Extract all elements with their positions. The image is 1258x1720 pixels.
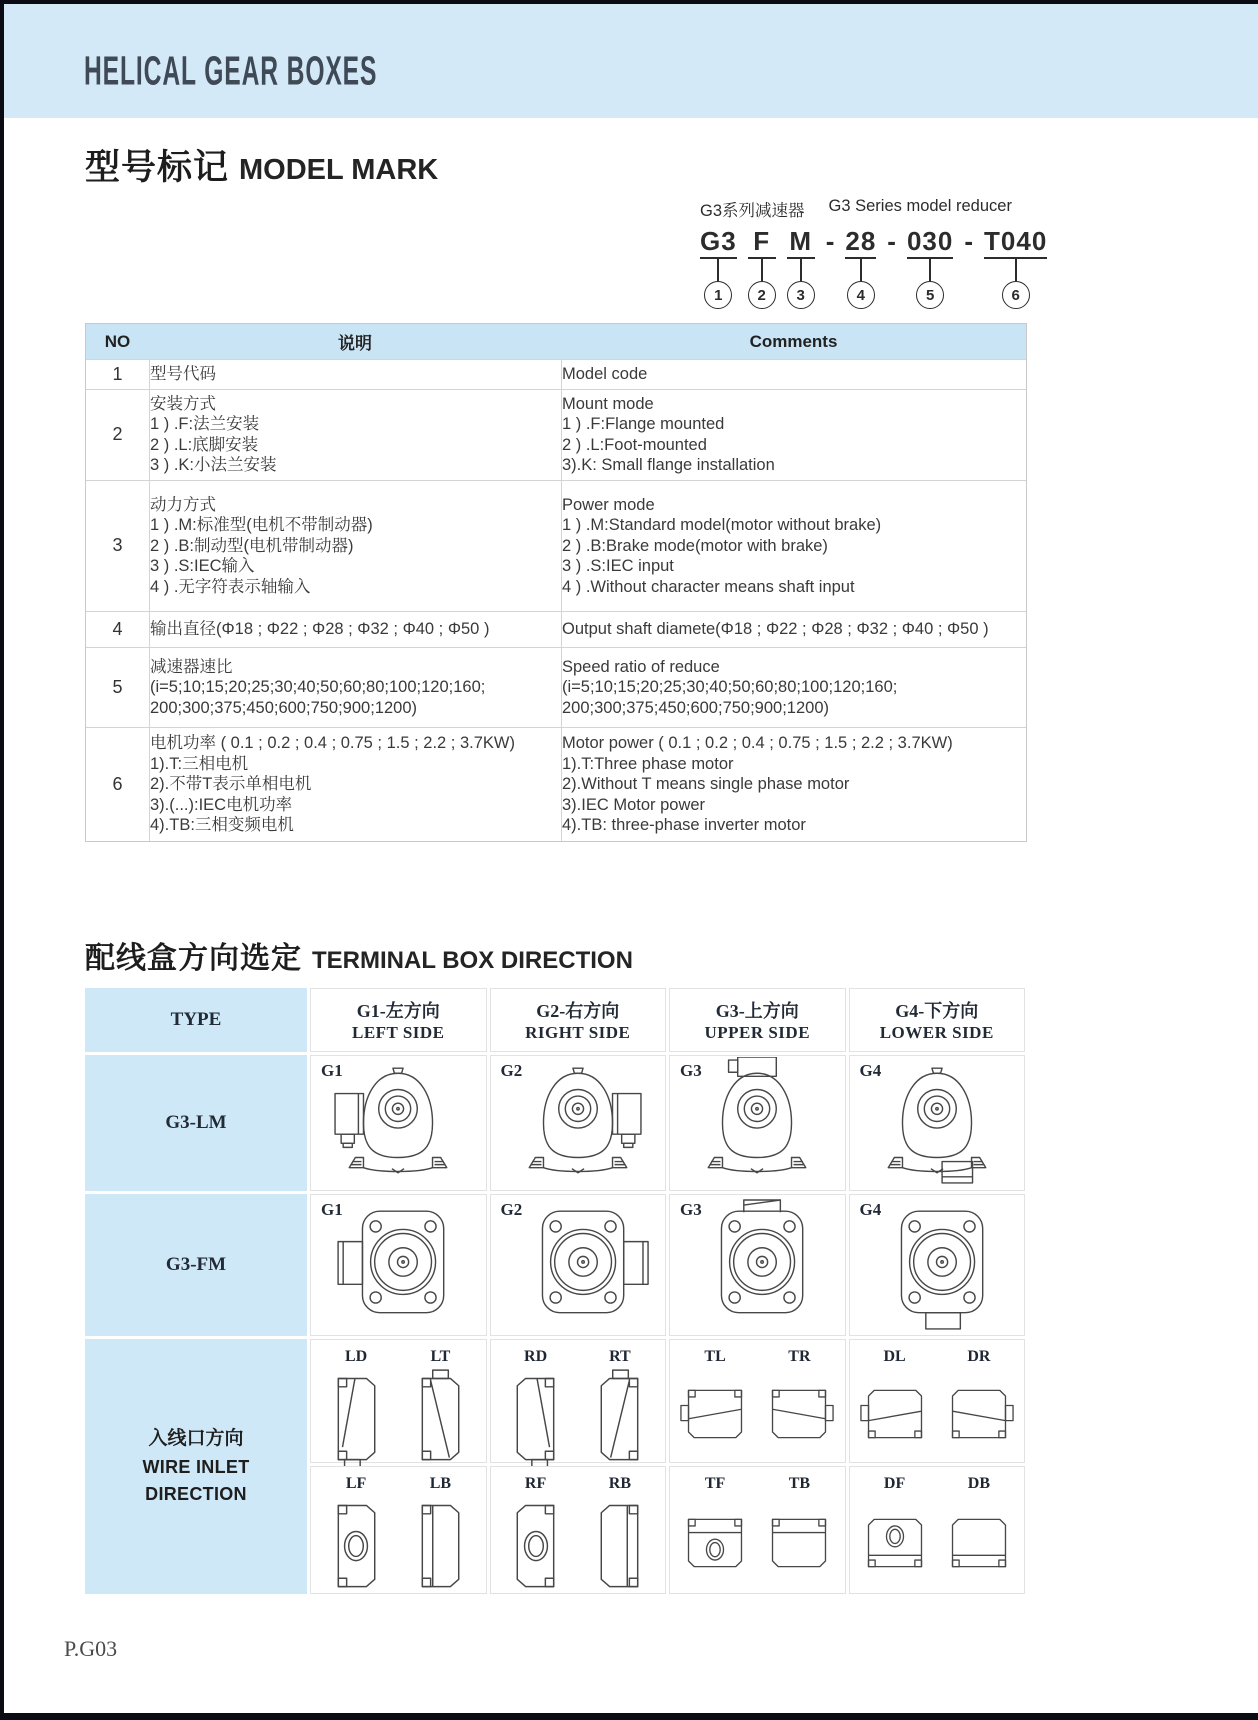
text-line: 型号代码	[150, 365, 216, 383]
wire-icon-label: LB	[429, 1475, 452, 1492]
wire-icon-label: DB	[967, 1475, 991, 1492]
terminal-section-title	[85, 933, 633, 977]
motor-diagram-lm-box-top	[670, 1056, 845, 1190]
spec-row-number: 1	[112, 363, 123, 384]
text-line: 4).TB: three-phase inverter motor	[562, 816, 806, 834]
code-segment-text: 28	[845, 226, 877, 256]
code-segment-number: 5	[916, 281, 944, 309]
text-line: (i=5;10;15;20;25;30;40;50;60;80;100;120;160;	[150, 678, 486, 696]
code-segment-text: -	[887, 226, 896, 256]
page-edge-left	[0, 0, 4, 1720]
wire-icon-group-RF	[496, 1475, 575, 1593]
wire-icon-group-RT	[581, 1348, 660, 1462]
text-line: Output shaft diamete(Φ18 ; Φ22 ; Φ28 ; Φ32 ; Φ40 ; Φ50 )	[562, 620, 989, 638]
code-segment-text: -	[825, 226, 835, 256]
series-labels	[700, 197, 1030, 221]
motor-drawing-icon	[318, 1057, 478, 1189]
text-line: Model code	[562, 365, 648, 383]
text-line: 4 ) .无字符表示轴输入	[150, 577, 311, 596]
col-header-en: LOWER SIDE	[879, 1023, 994, 1042]
diagram-cell-G3-LM-G1	[310, 1055, 487, 1191]
terminal-box-icon	[411, 1493, 469, 1597]
spec-table-header	[86, 324, 1026, 359]
wire-icon-label: RB	[608, 1475, 632, 1492]
spec-row-comments-en	[561, 648, 1026, 728]
motor-drawing-icon	[498, 1057, 658, 1189]
text-line: 3 ) .S:IEC input	[562, 557, 674, 575]
type-cell-G3-FM	[85, 1194, 307, 1336]
series-label-cn: G3系列减速器	[700, 202, 805, 220]
spec-table-body	[86, 359, 1026, 841]
code-segment	[748, 227, 776, 309]
wire-icon-label: RF	[524, 1475, 547, 1492]
code-segment-stem	[761, 259, 763, 281]
wire-icon-group-LB	[401, 1475, 480, 1593]
text-line: Motor power ( 0.1 ; 0.2 ; 0.4 ; 0.75 ; 1.5 ; 2.2 ; 3.7KW)	[562, 734, 953, 752]
code-segment-text: G3	[700, 226, 737, 256]
spec-row-description-cn	[149, 390, 561, 480]
motor-diagram-lm-box-bottom	[850, 1056, 1025, 1190]
text-line: 2).Without T means single phase motor	[562, 775, 850, 793]
type-header-label: TYPE	[170, 1009, 222, 1030]
model-mark-section-title	[85, 140, 438, 190]
wire-subcell-top-1	[310, 1339, 487, 1463]
wire-subcell-bottom-4	[849, 1466, 1026, 1594]
wire-inlet-type-cell	[85, 1339, 307, 1594]
code-segment	[787, 227, 815, 309]
text-line: 输出直径(Φ18 ; Φ22 ; Φ28 ; Φ32 ; Φ40 ; Φ50 )	[150, 620, 490, 638]
text-line: 1 ) .M:Standard model(motor without brake)	[562, 516, 882, 534]
text-line: 4).TB:三相变频电机	[150, 816, 294, 834]
wire-icon-label: DR	[967, 1348, 991, 1365]
terminal-box-icon	[943, 1508, 1015, 1578]
wire-inlet-icon-TB	[763, 1493, 835, 1593]
text-line: 2).不带T表示单相电机	[150, 775, 312, 793]
code-dash	[826, 227, 835, 255]
spec-row-number: 5	[112, 676, 123, 697]
motor-drawing-icon	[857, 1057, 1017, 1189]
wire-icon-label: DL	[883, 1348, 906, 1365]
wire-inlet-label-en2: DIRECTION	[145, 1483, 247, 1504]
terminal-col-header-2	[490, 988, 667, 1052]
wire-subcell-bottom-2	[490, 1466, 667, 1594]
wire-subcell-top-4	[849, 1339, 1026, 1463]
wire-icon-group-DL	[855, 1348, 934, 1462]
spec-row	[86, 480, 1026, 612]
wire-icon-label: RT	[609, 1348, 631, 1365]
terminal-title-en: TERMINAL BOX DIRECTION	[312, 947, 633, 974]
diagram-cell-label: G3	[680, 1061, 702, 1080]
wire-subcell-top-3	[669, 1339, 846, 1463]
wire-inlet-icon-LD	[327, 1366, 385, 1470]
motor-drawing-icon	[318, 1199, 478, 1331]
series-label-en: G3 Series model reducer	[828, 197, 1012, 215]
wire-icon-label: LD	[344, 1348, 368, 1365]
code-segment-stem	[717, 259, 719, 281]
text-line: 减速器速比	[150, 657, 233, 676]
text-line: 3).IEC Motor power	[562, 795, 706, 814]
terminal-box-icon	[327, 1493, 385, 1597]
terminal-col-header-1	[310, 988, 487, 1052]
text-line: 动力方式	[150, 495, 216, 514]
text-line: 2 ) .B:Brake mode(motor with brake)	[562, 536, 828, 555]
text-line: 2 ) .L:底脚安装	[150, 435, 259, 454]
wire-icon-label: TR	[788, 1348, 811, 1365]
code-segment-number: 6	[1002, 281, 1030, 309]
page-footer: P.G03	[64, 1636, 118, 1661]
wire-inlet-icon-TF	[679, 1493, 751, 1593]
text-line: 3).(...):IEC电机功率	[150, 795, 293, 814]
spec-row-comments-en	[561, 360, 1026, 389]
code-segment-stem	[860, 259, 862, 281]
code-segment-text: 030	[906, 226, 954, 256]
diagram-cell-G3-FM-G3	[669, 1194, 846, 1336]
wire-icon-label: TB	[788, 1475, 811, 1492]
wire-inlet-icon-RD	[507, 1366, 565, 1470]
wire-subcell-bottom-3	[669, 1466, 846, 1594]
text-line: 200;300;375;450;600;750;900;1200)	[150, 698, 417, 717]
header-band	[4, 4, 1258, 118]
text-line: 200;300;375;450;600;750;900;1200)	[562, 698, 829, 717]
wire-icon-label: DF	[883, 1475, 906, 1492]
wire-icon-label: TF	[704, 1475, 726, 1492]
terminal-box-icon	[679, 1508, 751, 1578]
terminal-box-icon	[591, 1493, 649, 1597]
code-segment	[845, 227, 876, 309]
terminal-box-icon	[507, 1493, 565, 1597]
spec-row-comments-en	[561, 390, 1026, 480]
spec-row-description-cn	[149, 360, 561, 389]
spec-row-description-cn	[149, 728, 561, 841]
code-segment-text: -	[964, 226, 974, 256]
wire-icon-group-LD	[317, 1348, 396, 1462]
col-header-cn: G2-右方向	[536, 1001, 620, 1021]
terminal-title-cn: 配线盒方向选定	[85, 942, 302, 975]
wire-icon-label: RD	[524, 1348, 548, 1365]
page-edge-top	[0, 0, 1258, 4]
spec-row-comments-en	[561, 612, 1026, 647]
wire-inlet-icon-LT	[411, 1366, 469, 1470]
spec-row-comments-en	[561, 481, 1026, 612]
diagram-cell-label: G1	[321, 1061, 343, 1080]
spec-row-description-cn	[149, 481, 561, 612]
wire-inlet-icon-LB	[411, 1493, 469, 1597]
motor-drawing-icon	[677, 1057, 837, 1189]
terminal-box-icon	[591, 1366, 649, 1470]
wire-subcell-bottom-1	[310, 1466, 487, 1594]
terminal-box-icon	[763, 1379, 835, 1449]
text-line: 4 ) .Without character means shaft input	[562, 577, 855, 596]
terminal-box-icon	[943, 1379, 1015, 1449]
wire-inlet-icon-TL	[679, 1366, 751, 1462]
col-header-cn: G4-下方向	[895, 1001, 979, 1021]
col-header-en: UPPER SIDE	[704, 1023, 811, 1042]
text-line: 3 ) .S:IEC输入	[150, 557, 255, 575]
wire-inlet-icon-LF	[327, 1493, 385, 1597]
code-segment-text: M	[789, 226, 813, 256]
diagram-cell-G3-LM-G4	[849, 1055, 1026, 1191]
type-cell-label: G3-LM	[165, 1112, 227, 1133]
wire-inlet-icon-DB	[943, 1493, 1015, 1593]
spec-header-no: NO	[104, 331, 131, 351]
terminal-box-icon	[507, 1366, 565, 1470]
diagram-cell-label: G1	[321, 1200, 343, 1219]
diagram-cell-label: G4	[859, 1061, 882, 1080]
wire-inlet-icon-RB	[591, 1493, 649, 1597]
diagram-cell-G3-LM-G2	[490, 1055, 667, 1191]
header-title: HELICAL GEAR BOXES	[84, 48, 378, 93]
spec-row-number: 2	[112, 424, 123, 444]
spec-row-comments-en	[561, 728, 1026, 841]
code-segment-stem	[929, 259, 931, 281]
terminal-col-header-4	[849, 988, 1026, 1052]
wire-inlet-icon-TR	[763, 1366, 835, 1462]
spec-header-desc: 说明	[338, 334, 372, 353]
code-dash	[964, 227, 973, 255]
motor-diagram-fm-box-top	[670, 1195, 845, 1335]
wire-icon-group-DB	[940, 1475, 1019, 1593]
col-header-en: LEFT SIDE	[351, 1023, 445, 1042]
col-header-cn: G3-上方向	[715, 1001, 799, 1021]
spec-row-description-cn	[149, 612, 561, 647]
wire-icon-group-TR	[760, 1348, 839, 1462]
spec-row-number: 6	[112, 773, 123, 794]
text-line: Speed ratio of reduce	[562, 657, 720, 676]
code-dash	[887, 227, 896, 255]
motor-diagram-fm-box-right	[491, 1195, 666, 1335]
motor-diagram-fm-box-bottom	[850, 1195, 1025, 1335]
col-header-en: RIGHT SIDE	[525, 1023, 631, 1042]
model-code-row	[700, 226, 1048, 309]
spec-row-number: 3	[112, 535, 123, 556]
wire-inlet-icon-DL	[859, 1366, 931, 1462]
diagram-cell-label: G3	[680, 1200, 702, 1219]
wire-icon-group-TB	[760, 1475, 839, 1593]
code-segment-text: F	[753, 226, 771, 256]
spec-row-number: 4	[112, 618, 123, 639]
wire-icon-group-LT	[401, 1348, 480, 1462]
text-line: 1 ) .F:Flange mounted	[562, 415, 725, 433]
terminal-col-header-3	[669, 988, 846, 1052]
text-line: 1 ) .M:标准型(电机不带制动器)	[150, 516, 373, 534]
terminal-type-header-cell	[85, 988, 307, 1052]
code-segment-number: 4	[847, 281, 875, 309]
spec-row	[86, 359, 1026, 389]
diagram-cell-label: G2	[500, 1061, 523, 1080]
wire-icon-group-RD	[496, 1348, 575, 1462]
spec-row	[86, 389, 1026, 480]
wire-icon-label: LF	[345, 1475, 367, 1492]
wire-icon-group-DR	[940, 1348, 1019, 1462]
text-line: 电机功率 ( 0.1 ; 0.2 ; 0.4 ; 0.75 ; 1.5 ; 2.2 ; 3.7KW)	[150, 734, 515, 752]
code-segment	[907, 227, 953, 309]
type-cell-label: G3-FM	[165, 1254, 227, 1275]
wire-inlet-label-en1: WIRE INLET	[142, 1456, 250, 1477]
text-line: 2 ) .L:Foot-mounted	[562, 435, 707, 454]
spec-header-comments: Comments	[749, 331, 838, 351]
text-line: 1).T:Three phase motor	[562, 754, 734, 773]
text-line: 3).K: Small flange installation	[562, 456, 775, 474]
code-segment-number: 2	[748, 281, 776, 309]
wire-icon-group-TL	[676, 1348, 755, 1462]
spec-row	[86, 647, 1026, 728]
motor-diagram-lm-box-right	[491, 1056, 666, 1190]
wire-inlet-icon-DR	[943, 1366, 1015, 1462]
code-segment-number: 3	[787, 281, 815, 309]
spec-row	[86, 611, 1026, 647]
model-mark-title-cn: 型号标记	[85, 148, 230, 187]
wire-inlet-icon-RF	[507, 1493, 565, 1597]
terminal-box-icon	[327, 1366, 385, 1470]
page-edge-bottom	[0, 1713, 1258, 1720]
motor-diagram-lm-box-left	[311, 1056, 486, 1190]
text-line: Mount mode	[562, 394, 654, 413]
terminal-box-icon	[859, 1508, 931, 1578]
code-segment	[700, 227, 737, 309]
wire-icon-label: TL	[704, 1348, 726, 1365]
terminal-box-icon	[411, 1366, 469, 1470]
spec-row	[86, 727, 1026, 841]
spec-row-description-cn	[149, 648, 561, 728]
code-segment	[984, 227, 1047, 309]
text-line: (i=5;10;15;20;25;30;40;50;60;80;100;120;160;	[562, 678, 898, 696]
spec-table	[85, 323, 1027, 842]
code-segment-number: 1	[704, 281, 732, 309]
terminal-direction-table	[85, 988, 1025, 1594]
code-segment-stem	[1015, 259, 1017, 281]
motor-diagram-fm-box-left	[311, 1195, 486, 1335]
terminal-box-icon	[859, 1379, 931, 1449]
wire-icon-label: LT	[430, 1348, 451, 1365]
text-line: 3 ) .K:小法兰安装	[150, 456, 277, 474]
text-line: Power mode	[562, 495, 655, 514]
wire-subcell-top-2	[490, 1339, 667, 1463]
wire-inlet-label-cn: 入线口方向	[148, 1428, 244, 1450]
text-line: 安装方式	[150, 394, 216, 413]
code-segment-text: T040	[984, 226, 1048, 256]
terminal-box-icon	[679, 1379, 751, 1449]
wire-icon-group-LF	[317, 1475, 396, 1593]
wire-icon-group-RB	[581, 1475, 660, 1593]
model-code-block	[700, 197, 1048, 309]
motor-drawing-icon	[857, 1199, 1017, 1331]
motor-drawing-icon	[498, 1199, 658, 1331]
code-segment-stem	[800, 259, 802, 281]
motor-drawing-icon	[677, 1199, 837, 1331]
col-header-cn: G1-左方向	[356, 1001, 440, 1021]
model-mark-title-en: MODEL MARK	[239, 154, 439, 186]
diagram-cell-label: G2	[500, 1200, 523, 1219]
text-line: 1 ) .F:法兰安装	[150, 415, 260, 433]
text-line: 1).T:三相电机	[150, 754, 249, 773]
diagram-cell-G3-LM-G3	[669, 1055, 846, 1191]
diagram-cell-G3-FM-G1	[310, 1194, 487, 1336]
wire-inlet-icon-DF	[859, 1493, 931, 1593]
type-cell-G3-LM	[85, 1055, 307, 1191]
diagram-cell-label: G4	[859, 1200, 882, 1219]
wire-inlet-icon-RT	[591, 1366, 649, 1470]
wire-icon-group-TF	[676, 1475, 755, 1593]
wire-icon-group-DF	[855, 1475, 934, 1593]
text-line: 2 ) .B:制动型(电机带制动器)	[150, 536, 354, 555]
diagram-cell-G3-FM-G4	[849, 1194, 1026, 1336]
terminal-box-icon	[763, 1508, 835, 1578]
diagram-cell-G3-FM-G2	[490, 1194, 667, 1336]
